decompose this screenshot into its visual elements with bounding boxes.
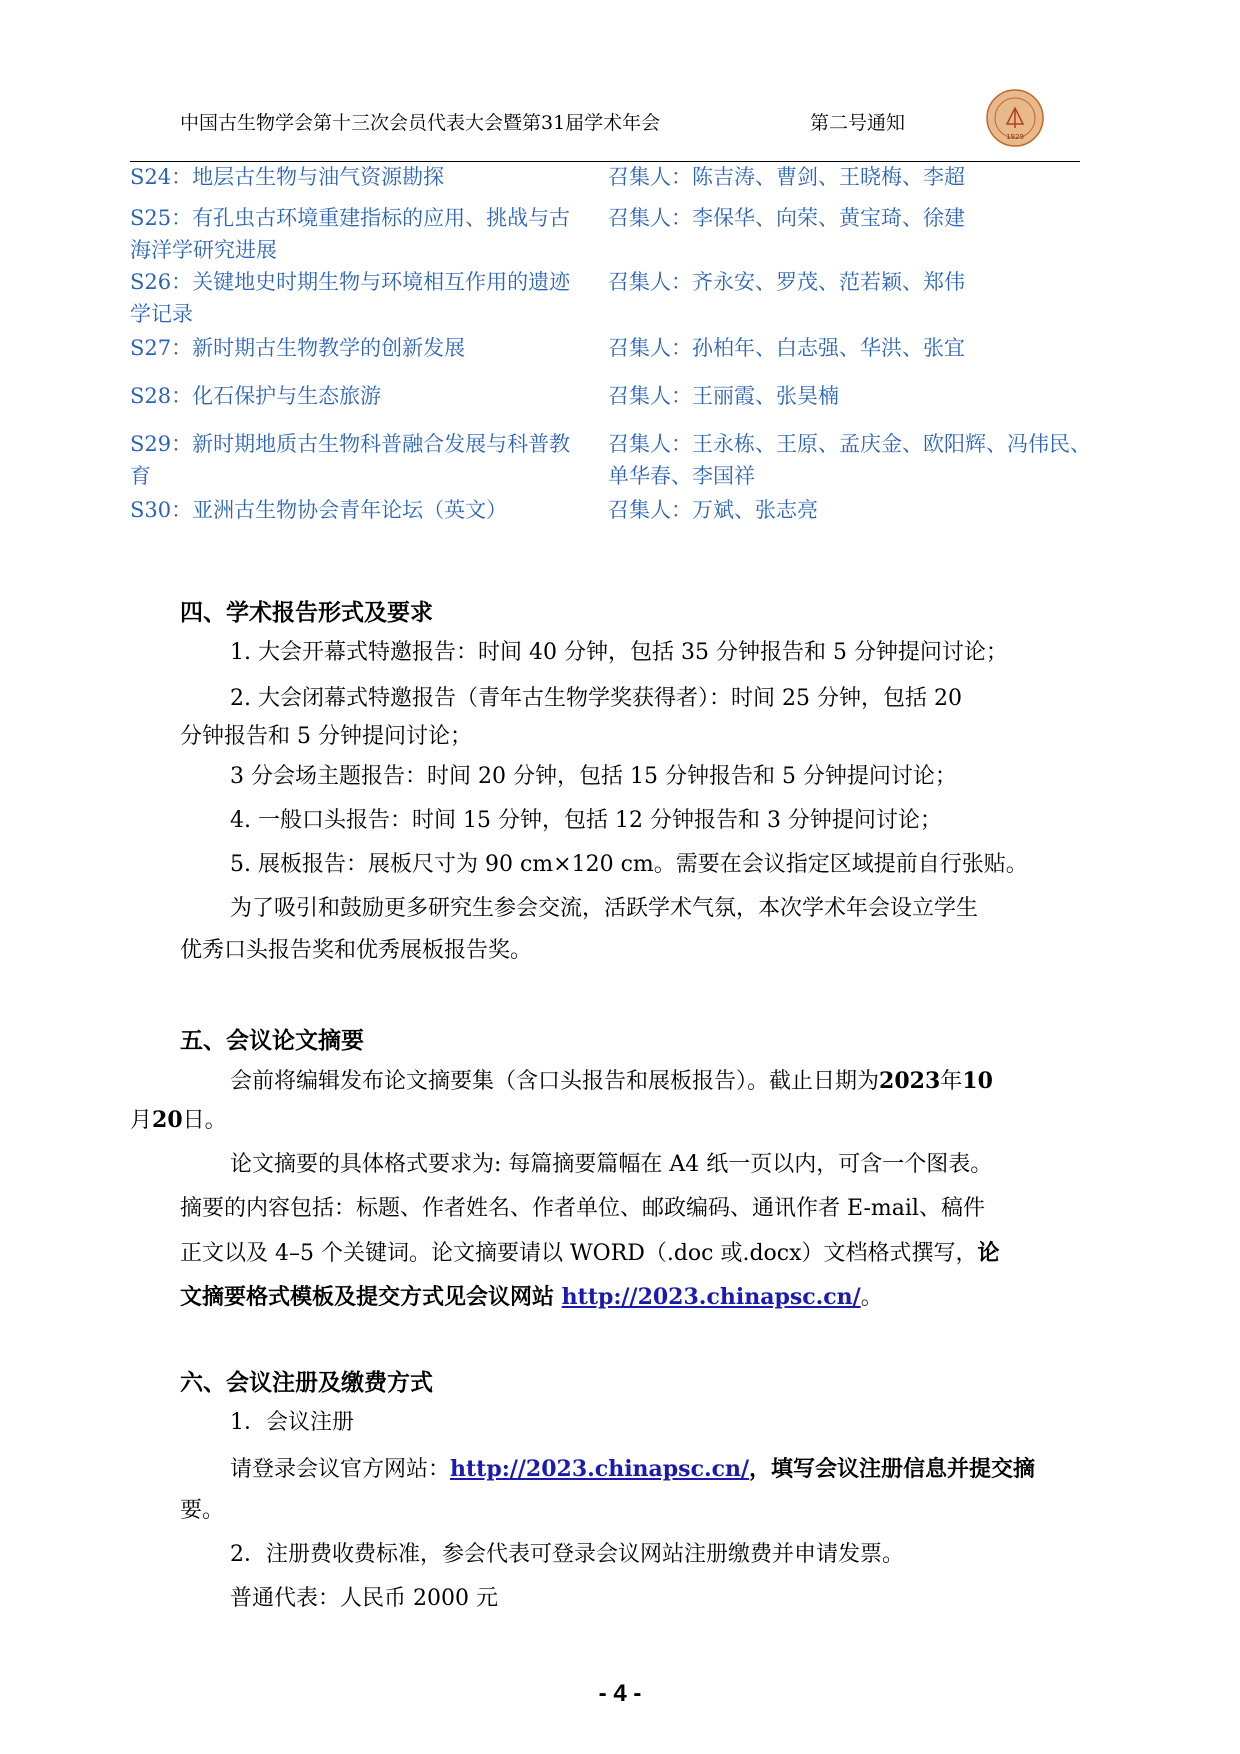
session-title: 新时期地质古生物科普融合发展与科普教 [192, 432, 571, 456]
session-title: 有孔虫古环境重建指标的应用、挑战与古 [192, 206, 571, 230]
section5-para-1 [130, 1062, 1080, 1140]
session-title-cont: 学记录 [130, 302, 193, 326]
session-convener: 召集人：万斌、张志亮 [608, 498, 818, 522]
session-title-cont: 育 [130, 464, 151, 488]
day-char: 日。 [182, 1108, 227, 1133]
section-heading-6: 六、会议注册及缴费方式 [180, 1370, 433, 1396]
conference-website-link[interactable]: http://2023.chinapsc.cn/ [561, 1284, 861, 1310]
session-code: S26： [130, 270, 193, 294]
session-code: S27： [130, 336, 193, 360]
section4-item-4: 4. 一般口头报告：时间 15 分钟，包括 12 分钟报告和 3 分钟提问讨论； [230, 808, 942, 833]
section4-item-2 [180, 680, 1080, 718]
section4-item-2b: 分钟报告和 5 分钟提问讨论； [180, 724, 472, 749]
section-heading-5: 五、会议论文摘要 [180, 1028, 364, 1054]
session-convener: 召集人：陈吉涛、曹剑、王晓梅、李超 [608, 165, 965, 189]
section4-item-2a: 2. 大会闭幕式特邀报告（青年古生物学奖获得者）：时间 25 分钟，包括 20 [230, 686, 962, 711]
period: 。 [860, 1285, 883, 1310]
session-code: S24： [130, 165, 193, 189]
section6-item-1: 1．会议注册 [230, 1410, 354, 1435]
section4-item-3: 3 分会场主题报告：时间 20 分钟，包括 15 分钟报告和 5 分钟提问讨论； [230, 764, 957, 789]
year-char: 年 [940, 1069, 963, 1094]
deadline-year: 2023 [879, 1068, 941, 1094]
section5-para-2b: 摘要的内容包括：标题、作者姓名、作者单位、邮政编码、通讯作者 E-mail、稿件 [180, 1196, 985, 1221]
section5-para-2a: 论文摘要的具体格式要求为: 每篇摘要篇幅在 A4 纸一页以内，可含一个图表。 [230, 1152, 993, 1177]
session-title: 化石保护与生态旅游 [192, 384, 382, 408]
deadline-day: 20 [152, 1107, 183, 1133]
section5-para-2d [180, 1278, 1080, 1317]
section6-fee: 普通代表：人民币 2000 元 [230, 1586, 498, 1611]
section4-item-1: 1. 大会开幕式特邀报告：时间 40 分钟，包括 35 分钟报告和 5 分钟提问讨论； [230, 640, 1008, 665]
deadline-month: 10 [962, 1068, 993, 1094]
session-code: S29： [130, 432, 193, 456]
session-title: 关键地史时期生物与环境相互作用的遗迹 [192, 270, 571, 294]
session-title: 新时期古生物教学的创新发展 [192, 336, 466, 360]
template-note: 文摘要格式模板及提交方式见会议网站 [180, 1284, 562, 1310]
session-convener: 召集人：李保华、向荣、黄宝琦、徐建 [608, 206, 965, 230]
section4-award-a: 为了吸引和鼓励更多研究生参会交流，活跃学术气氛，本次学术年会设立学生 [230, 896, 979, 921]
session-code: S25： [130, 206, 193, 230]
section5-para-2c [180, 1234, 1080, 1273]
session-convener: 召集人：王丽霞、张昊楠 [608, 384, 839, 408]
registration-text-2: ，填写会议注册信息并提交摘 [749, 1456, 1036, 1482]
registration-text: 请登录会议官方网站： [230, 1457, 451, 1482]
registration-website-link[interactable]: http://2023.chinapsc.cn/ [450, 1456, 750, 1482]
society-seal-logo [985, 88, 1045, 148]
section6-registration-cont: 要。 [180, 1498, 225, 1523]
section4-award-b: 优秀口头报告奖和优秀展板报告奖。 [180, 938, 533, 963]
session-convener: 召集人：齐永安、罗茂、范若颖、郑伟 [608, 270, 965, 294]
session-code: S28： [130, 384, 193, 408]
header-notice: 第二号通知 [810, 112, 906, 134]
session-convener: 召集人：王永栋、王原、孟庆金、欧阳辉、冯伟民、 [608, 432, 1091, 456]
section6-registration [180, 1450, 1080, 1489]
section-heading-4: 四、学术报告形式及要求 [180, 600, 433, 626]
section6-item-2: 2．注册费收费标准，参会代表可登录会议网站注册缴费并申请发票。 [230, 1542, 904, 1567]
page-header [180, 108, 1080, 148]
session-title: 地层古生物与油气资源勘探 [192, 165, 445, 189]
month-char: 月 [130, 1108, 153, 1133]
abstract-deadline-text: 会前将编辑发布论文摘要集（含口头报告和展板报告）。截止日期为 [230, 1069, 880, 1094]
page-number: - 4 - [598, 1680, 642, 1707]
format-text: 正文以及 4–5 个关键词。论文摘要请以 WORD（.doc 或.docx）文档格式撰写， [180, 1241, 978, 1266]
format-bold-start: 论 [977, 1240, 1000, 1266]
session-convener-cont: 单华春、李国祥 [608, 464, 755, 488]
session-title: 亚洲古生物协会青年论坛（英文） [192, 498, 508, 522]
section4-item-5: 5. 展板报告：展板尺寸为 90 cm×120 cm。需要在会议指定区域提前自行张贴。 [230, 852, 1028, 877]
session-code: S30： [130, 498, 193, 522]
session-convener: 召集人：孙柏年、白志强、华洪、张宜 [608, 336, 965, 360]
header-title: 中国古生物学会第十三次会员代表大会暨第31届学术年会 [180, 112, 661, 134]
seal-year: 1929 [1006, 133, 1024, 141]
session-title-cont: 海洋学研究进展 [130, 238, 277, 262]
